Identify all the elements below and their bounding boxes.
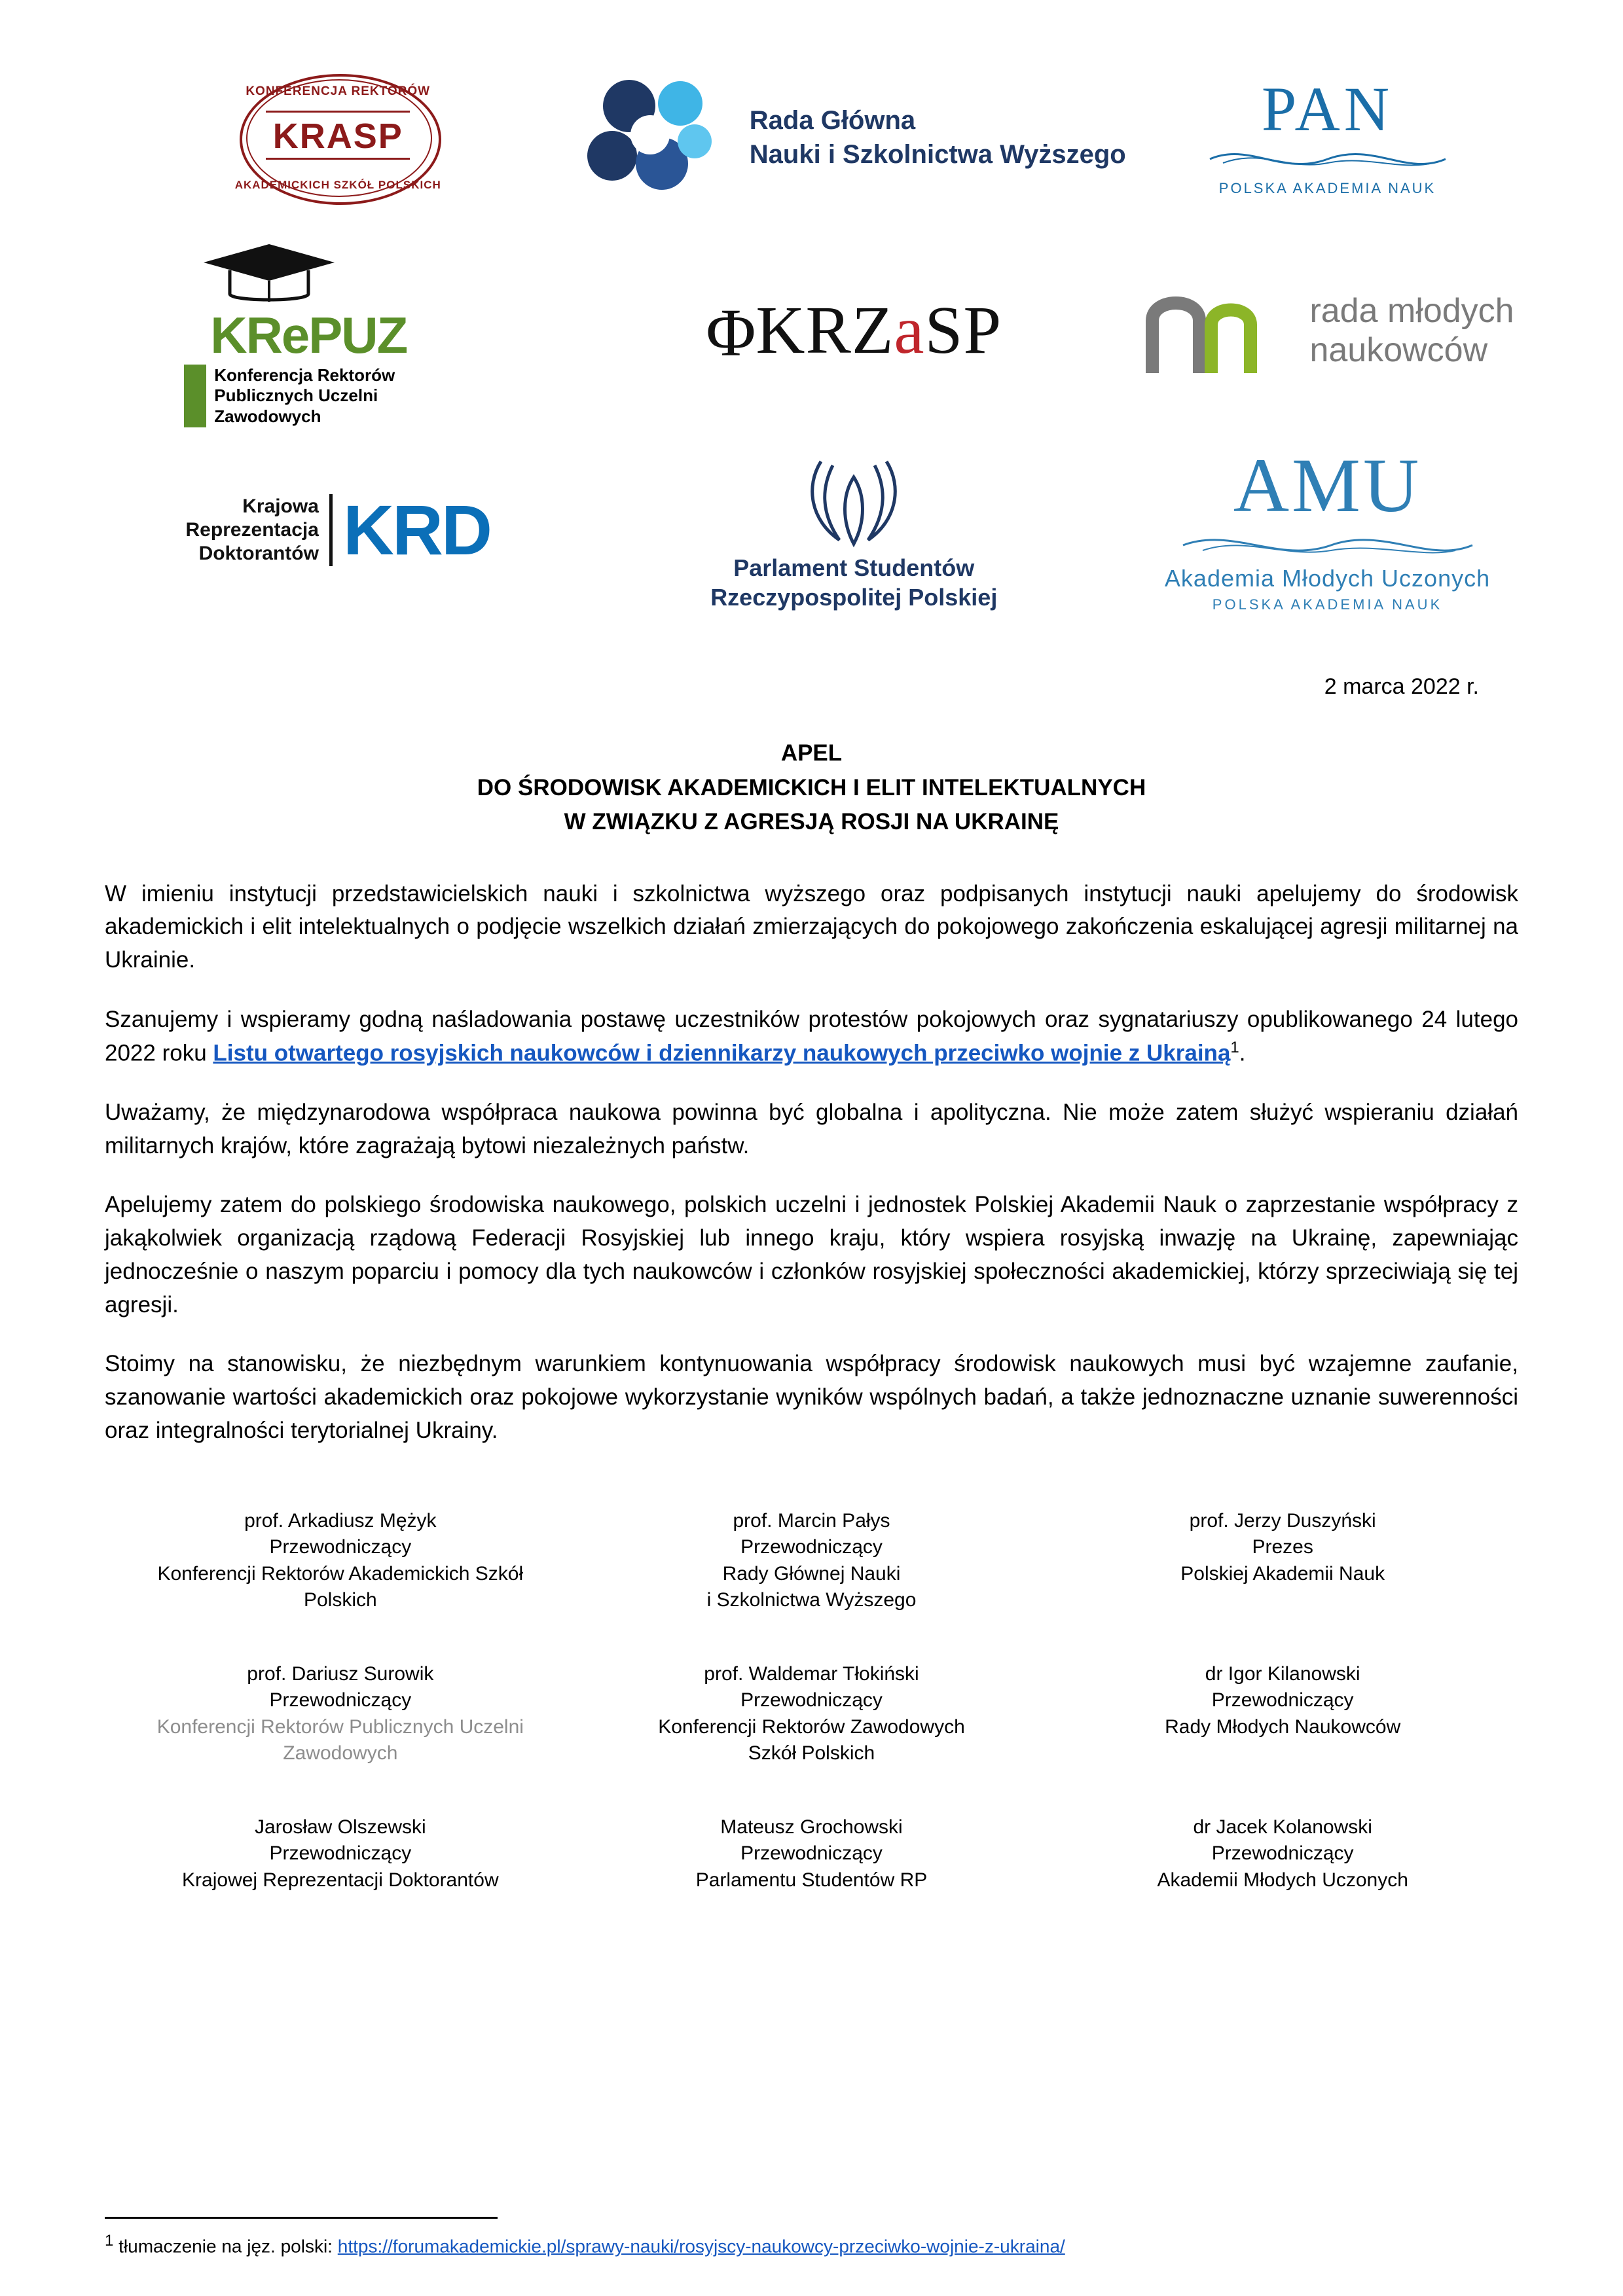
amu-acronym: AMU	[1233, 442, 1422, 528]
logo-krasp	[105, 39, 571, 236]
signatory-org-line-1: Krajowej Reprezentacji Doktorantów	[182, 1869, 499, 1891]
paragraph-5: Stoimy na stanowisku, że niezbędnym warunkiem kontynuowania współpracy środowisk naukowych musi być wzajemne zaufanie, szanowanie wartości akademickich oraz pokojowe wykorzystanie wyników wspólnych badań, a także jednoznaczne uznanie suwerenności oraz integralności terytorialnej Ukrainy.	[105, 1351, 1518, 1443]
krepuz-green-block	[184, 365, 206, 427]
pan-subtitle: POLSKA AKADEMIA NAUK	[1218, 180, 1436, 196]
logo-row-1	[105, 39, 1518, 236]
signatory-org-line-2: Szkół Polskich	[748, 1742, 875, 1765]
footnote-area	[105, 2217, 1518, 2257]
signatory-name: Mateusz Grochowski	[720, 1816, 903, 1838]
signature-row	[105, 1661, 1518, 1767]
signature-block	[105, 1508, 1518, 1894]
open-letter-link[interactable]: Listu otwartego rosyjskich naukowców i dziennikarzy naukowych przeciwko wojnie z Ukrainą	[213, 1040, 1231, 1066]
krasp-top-text: KONFERENCJA REKTORÓW	[246, 84, 431, 98]
paragraph-4: Apelujemy zatem do polskiego środowiska naukowego, polskich uczelni i jednostek Polskiej Akademii Nauk o zaprzestanie współpracy z jakąkolwiek organizacją rządową Federacji Rosyjskiej lub innego kraju, który wspiera rosyjską inwazję na Ukrainę, zapewniając jednocześnie o naszym poparciu i pomocy dla tych naukowców i członków rosyjskiej społeczności akademickiej, którzy sprzeciwiają się tej agresji.	[105, 1192, 1518, 1318]
krzasp-phi-icon: Φ	[706, 295, 756, 370]
rgnisw-line-1: Rada Główna	[749, 106, 916, 135]
pan-acronym: PAN	[1261, 74, 1394, 144]
footnote	[105, 2232, 1518, 2257]
signatory-role: Przewodniczący	[1211, 1689, 1354, 1712]
title-line-3: W ZWIĄZKU Z AGRESJĄ ROSJI NA UKRAINĘ	[564, 809, 1059, 834]
psrp-line-2: Rzeczypospolitej Polskiej	[710, 584, 998, 611]
krepuz-graduation-cap-icon	[184, 234, 492, 312]
signatory-org-line-1: Polskiej Akademii Nauk	[1180, 1562, 1385, 1585]
signatory-org-line-1: Rady Młodych Naukowców	[1165, 1715, 1401, 1738]
krasp-bar-bottom	[266, 158, 410, 160]
krd-acronym: KRD	[342, 490, 490, 569]
signature-entry	[1047, 1814, 1518, 1894]
krasp-bottom-text: AKADEMICKICH SZKÓŁ POLSKICH	[234, 179, 441, 191]
title-line-1: APEL	[780, 740, 843, 766]
paragraph-1: W imieniu instytucji przedstawicielskich nauki i szkolnictwa wyższego oraz podpisanych instytucji nauki apelujemy do środowisk akademickich i elit intelektualnych o podjęcie wszelkich działań zmierzających do pokojowego zakończenia eskalującej agresji militarnej na Ukrainie.	[105, 880, 1518, 973]
amu-swash-icon	[1165, 524, 1490, 565]
logo-rgnisw	[571, 39, 1137, 236]
signature-entry	[105, 1661, 576, 1767]
signature-entry	[576, 1814, 1048, 1894]
signature-row	[105, 1814, 1518, 1894]
signatory-role: Przewodniczący	[269, 1536, 412, 1558]
psrp-eagle-icon	[710, 448, 997, 553]
signatory-role: Przewodniczący	[740, 1842, 883, 1865]
logo-psrp	[571, 425, 1137, 635]
signatory-name: prof. Waldemar Tłokiński	[704, 1662, 919, 1685]
footnote-text: tłumaczenie na jęz. polski:	[113, 2236, 338, 2256]
krzasp-acronym: KRZaSP	[756, 293, 1002, 368]
document-title	[105, 736, 1518, 840]
rgnisw-wordmark	[750, 103, 1126, 171]
title-line-2: DO ŚRODOWISK AKADEMICKICH I ELIT INTELEKTUALNYCH	[477, 774, 1146, 800]
signatory-org-line-1: Akademii Młodych Uczonych	[1157, 1869, 1408, 1891]
krepuz-acronym: KRePUZ	[210, 306, 407, 364]
pan-swash-icon	[1203, 141, 1452, 177]
signature-row	[105, 1508, 1518, 1614]
signature-entry	[1047, 1508, 1518, 1614]
signatory-org-line-2: Polskich	[303, 1589, 377, 1611]
signatory-org-line-1: Konferencji Rektorów Zawodowych	[658, 1715, 965, 1738]
signatory-role: Przewodniczący	[269, 1689, 412, 1712]
krasp-bar-top	[266, 111, 410, 113]
paragraph-3: Uważamy, że międzynarodowa współpraca naukowa powinna być globalna i apolityczna. Nie może zatem służyć wspieraniu działań militarnych krajów, które zagrażają bytowi niezależnych państw.	[105, 1099, 1518, 1158]
signature-entry	[576, 1508, 1048, 1614]
amu-line-1: Akademia Młodych Uczonych	[1164, 565, 1491, 592]
signatory-name: dr Igor Kilanowski	[1205, 1662, 1360, 1685]
signatory-role: Przewodniczący	[740, 1536, 883, 1558]
rgnisw-line-2: Nauki i Szkolnictwa Wyższego	[749, 140, 1126, 169]
logo-pan	[1137, 39, 1518, 236]
logo-krepuz	[105, 236, 571, 425]
signatory-name: prof. Jerzy Duszyński	[1189, 1509, 1376, 1532]
signatory-role: Przewodniczący	[1211, 1842, 1354, 1865]
krd-divider	[329, 494, 333, 566]
signatory-name: prof. Arkadiusz Mężyk	[244, 1509, 437, 1532]
document-date: 2 marca 2022 r.	[1324, 674, 1479, 699]
psrp-line-1: Parlament Studentów	[733, 554, 975, 581]
signatory-org-line-1: Konferencji Rektorów Publicznych Uczelni	[156, 1715, 524, 1738]
logo-krd	[105, 425, 571, 635]
document-body	[105, 878, 1518, 1448]
signatory-role: Przewodniczący	[269, 1842, 412, 1865]
signature-entry	[105, 1508, 576, 1614]
krasp-acronym: KRASP	[272, 117, 403, 156]
rgnisw-flower-icon	[582, 72, 733, 203]
footnote-separator	[105, 2217, 498, 2219]
logo-row-3	[105, 425, 1518, 635]
signatory-org-line-2: i Szkolnictwa Wyższego	[706, 1589, 917, 1611]
signatory-name: dr Jacek Kolanowski	[1193, 1816, 1372, 1838]
paragraph-2-pre: Szanujemy i wspieramy godną naśladowania postawę uczestników protestów pokojowych oraz sygnatariuszy opublikowanego 24 lutego 2022 roku	[105, 1006, 1518, 1066]
signatory-name: Jarosław Olszewski	[254, 1816, 426, 1838]
footnote-marker: 1	[105, 2231, 114, 2250]
signatory-org-line-1: Rady Głównej Nauki	[722, 1562, 901, 1585]
rmn-line-2: naukowców	[1309, 331, 1488, 369]
rmn-line-1: rada młodych	[1309, 291, 1514, 330]
signatory-role: Prezes	[1252, 1536, 1313, 1558]
krepuz-line-3: Zawodowych	[214, 406, 321, 426]
signature-entry	[105, 1814, 576, 1894]
paragraph-2	[105, 1003, 1518, 1070]
krd-line-3: Doktorantów	[198, 543, 319, 564]
signatory-org-line-2: Zawodowych	[283, 1742, 398, 1765]
footnote-marker-inline: 1	[1230, 1038, 1239, 1056]
krepuz-line-2: Publicznych Uczelni	[214, 386, 378, 406]
logo-rmn	[1137, 236, 1518, 425]
signatory-name: prof. Marcin Pałys	[733, 1509, 890, 1532]
signatory-org-line-1: Parlamentu Studentów RP	[695, 1869, 928, 1891]
amu-line-2: POLSKA AKADEMIA NAUK	[1212, 596, 1443, 613]
signature-entry	[1047, 1661, 1518, 1767]
logo-row-2	[105, 236, 1518, 425]
krd-line-1: Krajowa	[242, 495, 319, 517]
signature-entry	[576, 1661, 1048, 1767]
logo-amu	[1137, 425, 1518, 635]
footnote-link[interactable]: https://forumakademickie.pl/sprawy-nauki/rosyjscy-naukowcy-przeciwko-wojnie-z-ukraina/	[337, 2236, 1065, 2256]
signatory-org-line-1: Konferencji Rektorów Akademickich Szkół	[157, 1562, 524, 1585]
signatory-name: prof. Dariusz Surowik	[247, 1662, 434, 1685]
logo-krzasp	[571, 236, 1137, 425]
paragraph-2-post: .	[1239, 1040, 1246, 1066]
krd-line-2: Reprezentacja	[185, 519, 319, 541]
signatory-role: Przewodniczący	[740, 1689, 883, 1712]
rmn-arches-icon	[1140, 281, 1291, 380]
krepuz-line-1: Konferencja Rektorów	[214, 365, 395, 385]
